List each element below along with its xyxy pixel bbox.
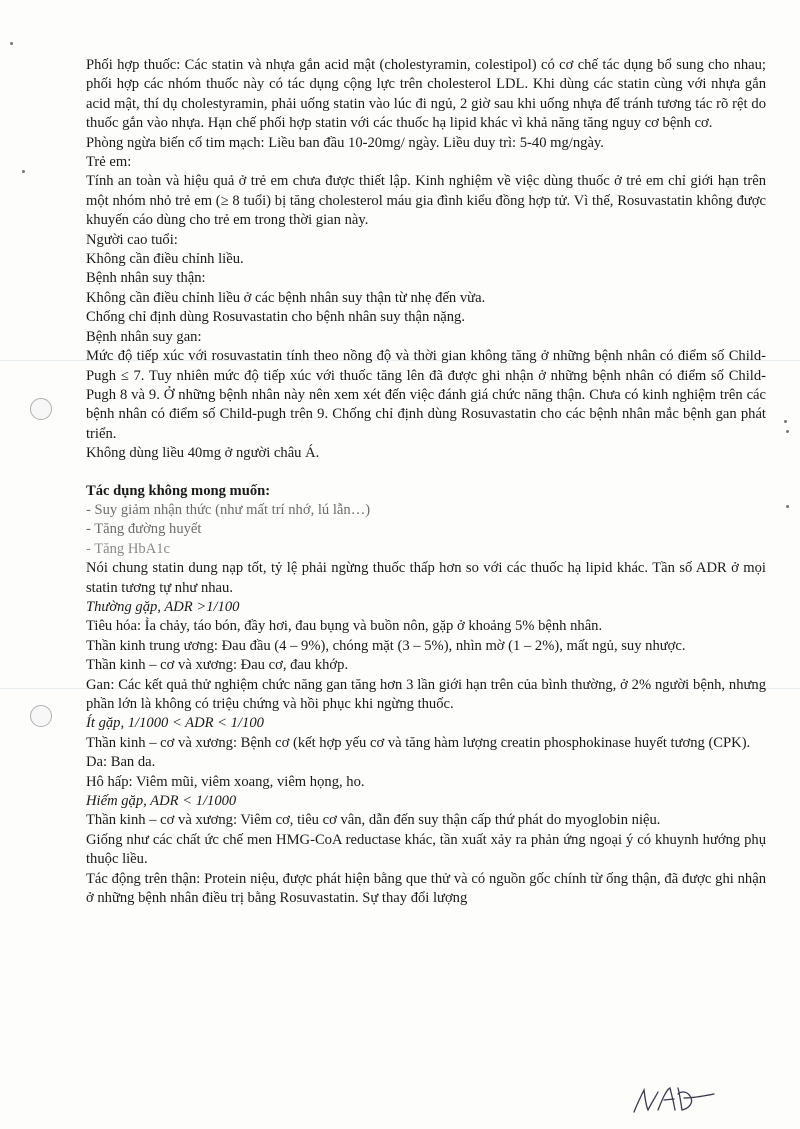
paragraph-drug-combination: Phối hợp thuốc: Các statin và nhựa gắn acid mật (cholestyramin, colestipol) có cơ chế tác dụng bổ sung cho nhau; phối hợp các nhóm thuốc này có tác dụng cộng lực trên cholesterol LDL. Khi dùng các statin cùng với nhựa gắn acid mật, thí dụ cholestyramin, phải uống statin vào lúc đi ngủ, 2 giờ sau khi uống nhựa để tránh tương tác rõ rệt do thuốc gắn vào nhựa. Hạn chế phối hợp statin với các thuốc hạ lipid khác vì khả năng tăng nguy cơ bệnh cơ. (86, 57, 766, 132)
paragraph-rare-musculo: Thần kinh – cơ và xương: Viêm cơ, tiêu cơ vân, dẫn đến suy thận cấp thứ phát do myoglobin niệu. (86, 812, 661, 829)
list-item: - Suy giảm nhận thức (như mất trí nhớ, lú lẫn…) (86, 501, 371, 518)
subheading-hepatic: Bệnh nhân suy gan: (86, 328, 202, 345)
document-body (86, 56, 766, 908)
scan-speck (10, 42, 13, 45)
paragraph-children: Tính an toàn và hiệu quả ở trẻ em chưa được thiết lập. Kinh nghiệm về việc dùng thuốc ở trẻ em chỉ giới hạn trên một nhóm nhỏ trẻ em (≥ 8 tuổi) bị tăng cholesterol máu gia đình kiểu đồng hợp tử. Vì thế, Rosuvastatin không được khuyến cáo dùng cho trẻ em trong thời gian này. (86, 173, 766, 229)
signature-initials (628, 1080, 718, 1120)
paragraph-renal-mild: Không cần điều chỉnh liều ở các bệnh nhân suy thận từ nhẹ đến vừa. (86, 289, 486, 306)
scan-speck (784, 420, 787, 423)
paragraph-uncommon-skin: Da: Ban da. (86, 754, 156, 771)
subheading-elderly: Người cao tuổi: (86, 231, 178, 248)
spacer (86, 464, 766, 482)
paragraph-common-gi: Tiêu hóa: Ỉa chảy, táo bón, đầy hơi, đau bụng và buồn nôn, gặp ở khoảng 5% bệnh nhân. (86, 618, 603, 635)
section-heading-adverse-effects: Tác dụng không mong muốn: (86, 482, 271, 499)
paragraph-uncommon-musculo: Thần kinh – cơ và xương: Bệnh cơ (kết hợp yếu cơ và tăng hàm lượng creatin phosphokinase huyết tương (CPK). (86, 734, 751, 751)
scan-speck (22, 170, 25, 173)
list-item: - Tăng đường huyết (86, 521, 202, 538)
subheading-uncommon: Ít gặp, 1/1000 < ADR < 1/100 (86, 715, 264, 732)
paragraph-elderly: Không cần điều chỉnh liều. (86, 251, 244, 268)
paragraph-adr-intro: Nói chung statin dung nạp tốt, tỷ lệ phải ngừng thuốc thấp hơn so với các thuốc hạ lipid khác. Tần số ADR ở mọi statin tương tự như nhau. (86, 560, 766, 596)
list-item: - Tăng HbA1c (86, 540, 171, 557)
paragraph-hepatic: Mức độ tiếp xúc với rosuvastatin tính theo nồng độ và thời gian không tăng ở những bệnh nhân có điểm số Child-Pugh ≤ 7. Tuy nhiên mức độ tiếp xúc với thuốc tăng lên đã được ghi nhận ở những bệnh nhân có điểm số Child-Pugh 8 và 9. Ở những bệnh nhân này nên xem xét đến việc đánh giá chức năng thận. Chưa có kinh nghiệm trên các bệnh nhân có điểm số Child-pugh trên 9. Chống chỉ định dùng Rosuvastatin cho các bệnh nhân mắc bệnh gan phát triển. (86, 348, 766, 442)
subheading-children: Trẻ em: (86, 154, 132, 171)
punch-hole (30, 398, 52, 420)
punch-hole (30, 705, 52, 727)
subheading-rare: Hiếm gặp, ADR < 1/1000 (86, 793, 237, 810)
paragraph-rare-dose-dependence: Giống như các chất ức chế men HMG-CoA reductase khác, tần xuất xảy ra phản ứng ngoại ý có khuynh hướng phụ thuộc liều. (86, 831, 766, 868)
paragraph-common-musculo: Thần kinh – cơ và xương: Đau cơ, đau khớp. (86, 657, 349, 674)
paragraph-rare-renal: Tác động trên thận: Protein niệu, được phát hiện bằng que thử và có nguồn gốc chính từ ống thận, đã được ghi nhận ở những bệnh nhân điều trị bằng Rosuvastatin. Sự thay đổi lượng (86, 870, 766, 907)
paragraph-common-cns: Thần kinh trung ương: Đau đầu (4 – 9%), chóng mặt (3 – 5%), nhìn mờ (1 – 2%), mất ngủ, suy nhược. (86, 637, 686, 654)
scan-speck (786, 505, 789, 508)
paragraph-common-liver: Gan: Các kết quả thử nghiệm chức năng gan tăng hơn 3 lần giới hạn trên của bình thường, ở 2% người bệnh, nhưng phần lớn là không có triệu chứng và hồi phục khi ngừng thuốc. (86, 676, 766, 712)
scan-speck (786, 430, 789, 433)
paragraph-cardio-prevention: Phòng ngừa biến cố tim mạch: Liều ban đầu 10-20mg/ ngày. Liều duy trì: 5-40 mg/ngày. (86, 134, 604, 151)
paragraph-asian-dose: Không dùng liều 40mg ở người châu Á. (86, 445, 320, 462)
paragraph-uncommon-resp: Hô hấp: Viêm mũi, viêm xoang, viêm họng, ho. (86, 773, 365, 790)
paragraph-renal-severe: Chống chỉ định dùng Rosuvastatin cho bệnh nhân suy thận nặng. (86, 309, 465, 326)
subheading-renal: Bệnh nhân suy thận: (86, 270, 206, 287)
subheading-common: Thường gặp, ADR >1/100 (86, 598, 240, 615)
